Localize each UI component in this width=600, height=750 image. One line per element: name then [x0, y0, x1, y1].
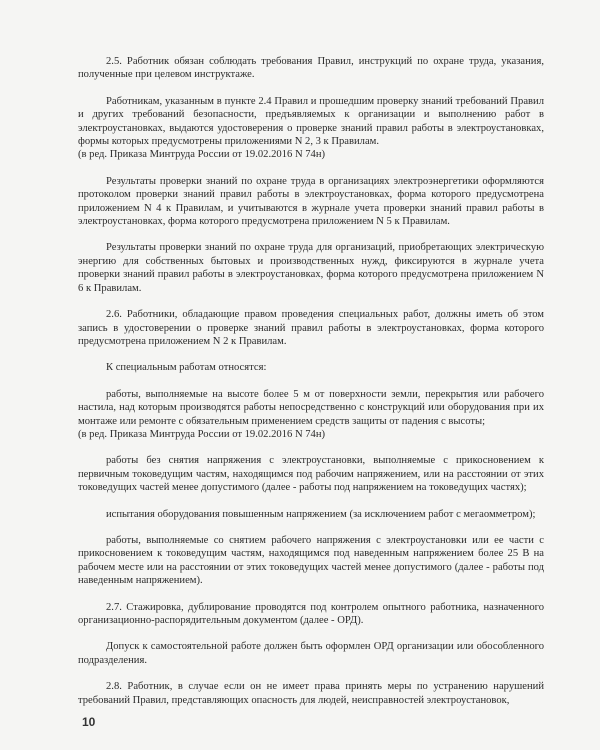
amendment-note: (в ред. Приказа Минтруда России от 19.02.2016 N 74н)	[78, 428, 326, 440]
page-number: 10	[82, 715, 96, 729]
paragraph-consumers: Результаты проверки знаний по охране труда для организаций, приобретающих электрическую энергию для собственных бытовых и производственных нужд, фиксируются в журнале учета проверки знаний правил работы в электроустановках, форма которого предусмотрена приложением N 6 к Правилам.	[78, 242, 544, 294]
list-item-height-works: работы, выполняемые на высоте более 5 м от поверхности земли, перекрытия или рабочего настила, над которым производятся работы непосредственно с конструкций или оборудования при их монтаже или ремонте с обязательным применением средств защиты от падения с высоты;	[78, 388, 544, 427]
paragraph-2-5: 2.5. Работник обязан соблюдать требования Правил, инструкций по охране труда, указания, полученные при целевом инструктаже.	[78, 56, 544, 81]
paragraph-protocol: Результаты проверки знаний по охране труда в организациях электроэнергетики оформляются протоколом проверки знаний правил работы в электроустановках, форма которого предусмотрена приложением N 4 к Правилам, и учитываются в журнале учета проверки знаний правил работы в электроустановках, форма которого предусмотрена приложением N 5 к Правилам.	[78, 175, 544, 228]
paragraph-2-7: 2.7. Стажировка, дублирование проводятся под контролем опытного работника, назначенного организационно-распорядительным документом (далее - ОРД).	[78, 601, 544, 626]
amendment-note: (в ред. Приказа Минтруда России от 19.02.2016 N 74н)	[78, 149, 326, 161]
document-body	[78, 55, 544, 707]
paragraph-2-8: 2.8. Работник, в случае если он не имеет права принять меры по устранению нарушений требований Правил, представляющих опасность для людей, неисправностей электроустановок,	[78, 681, 544, 706]
paragraph-2-6: 2.6. Работники, обладающие правом проведения специальных работ, должны иметь об этом запись в удостоверении о проверке знаний правил работы в электроустановках, форма которого предусмотрена приложением N 2 к Правилам.	[78, 309, 544, 347]
list-item-induced-voltage-works: работы, выполняемые со снятием рабочего напряжения с электроустановки или ее части с прикосновением к токоведущим частям, находящимся под наведенным напряжением более 25 В на рабочем месте или на расстоянии от этих токоведущих частей менее допустимого (далее - работы под наведенным напряжением).	[78, 534, 544, 587]
paragraph-special-works-intro: К специальным работам относятся:	[106, 362, 267, 374]
list-item-high-voltage-tests: испытания оборудования повышенным напряжением (за исключением работ с мегаомметром);	[106, 508, 536, 520]
paragraph-admission: Допуск к самостоятельной работе должен быть оформлен ОРД организации или обособленного подразделения.	[78, 641, 544, 666]
paragraph-certificates: Работникам, указанным в пункте 2.4 Правил и прошедшим проверку знаний требований Правил и других требований безопасности, предъявляемых к организации и выполнению работ в электроустановках, выдаются удостоверения о проверке знаний правил работы в электроустановках, формы которых предусмотрены приложениями N 2, 3 к Правилам.	[78, 95, 544, 148]
list-item-live-works: работы без снятия напряжения с электроустановки, выполняемые с прикосновением к первичным токоведущим частям, находящимся под рабочим напряжением, или на расстоянии от этих токоведущих частей менее допустимого (далее - работы под напряжением на токоведущих частях);	[78, 455, 544, 494]
